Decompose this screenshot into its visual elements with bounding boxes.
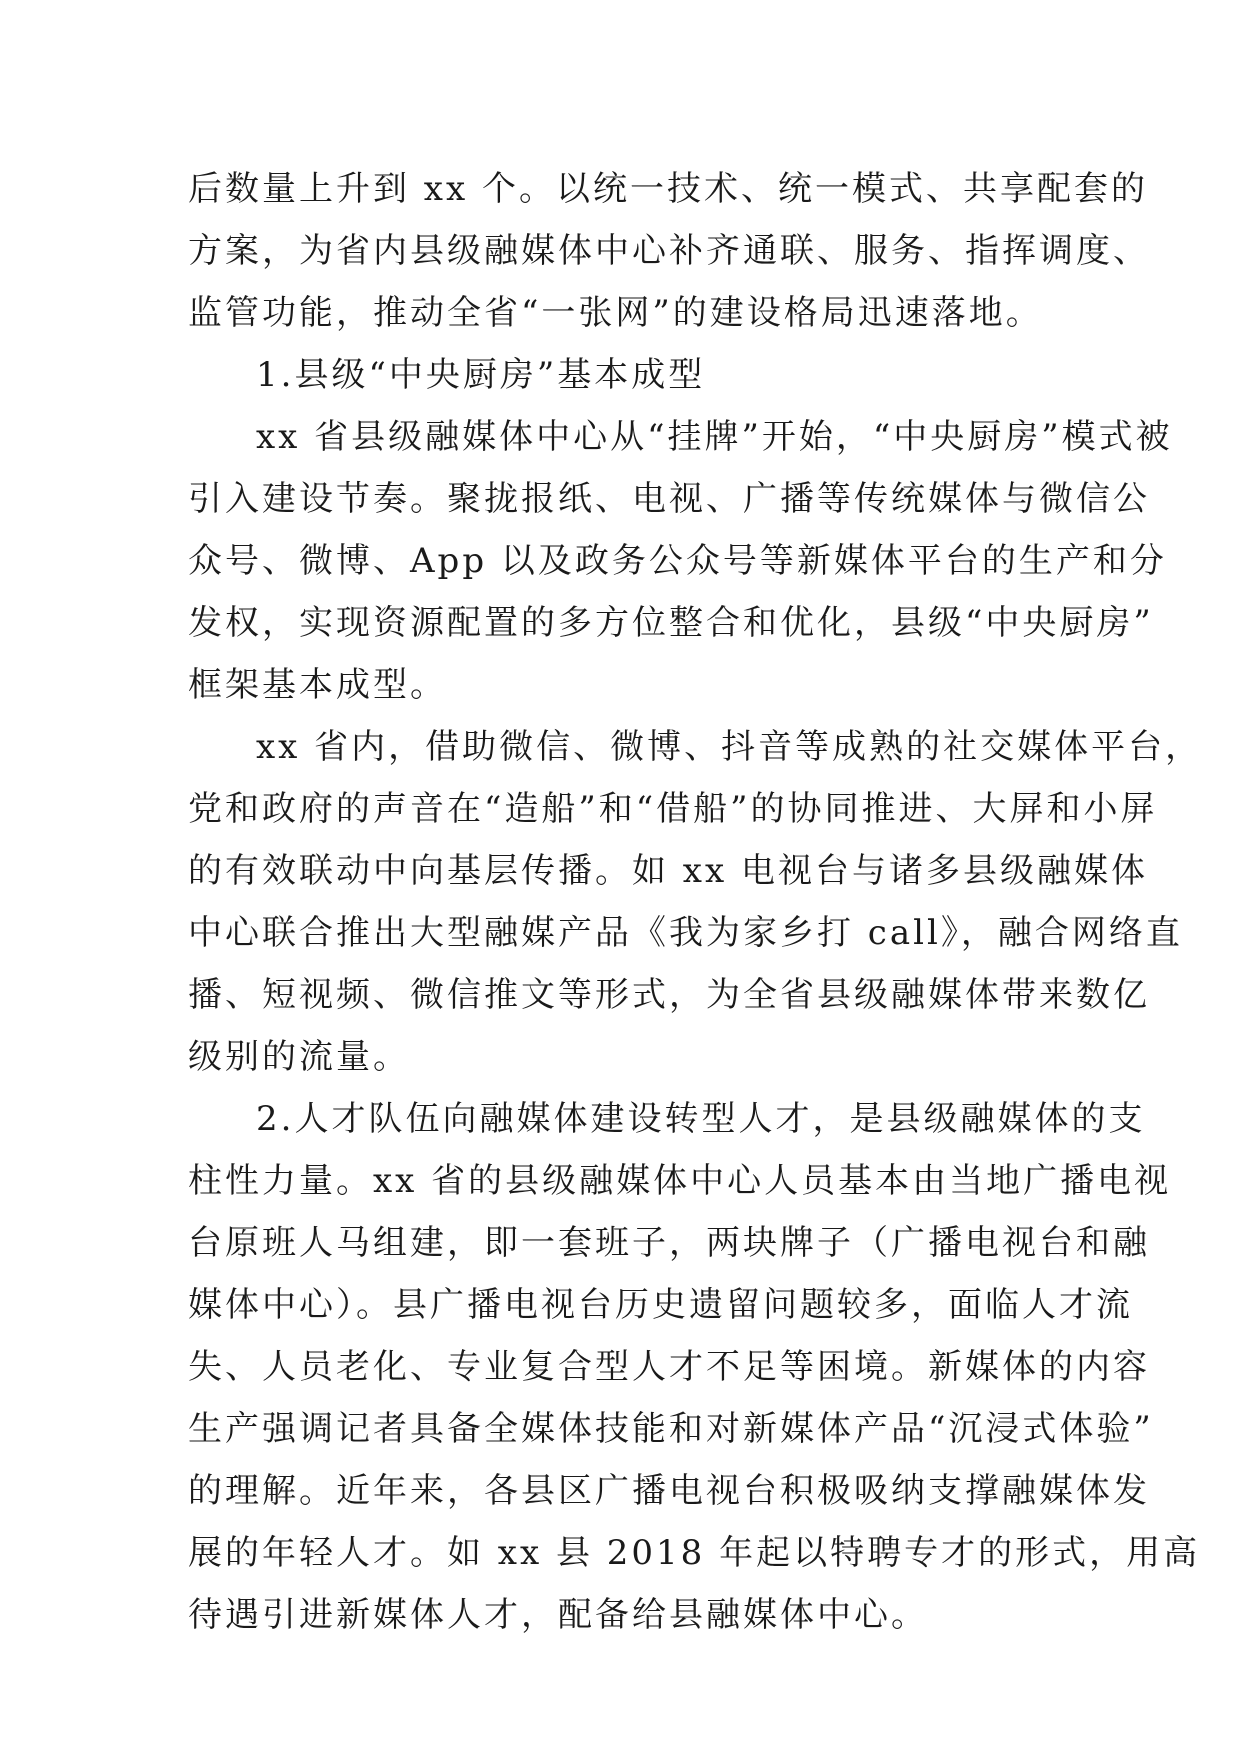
text-line: 级别的流量。 [188,1037,410,1077]
text-line: 的理解。近年来，各县区广播电视台积极吸纳支撑融媒体发 [188,1471,1150,1511]
text-line: 待遇引进新媒体人才，配备给县融媒体中心。 [188,1595,928,1635]
text-line: 框架基本成型。 [188,665,447,705]
text-line: 台原班人马组建，即一套班子，两块牌子（广播电视台和融 [188,1223,1150,1263]
text-line: 方案，为省内县级融媒体中心补齐通联、服务、指挥调度、 [188,231,1150,271]
text-line: 党和政府的声音在“造船”和“借船”的协同推进、大屏和小屏 [188,789,1158,829]
text-line: 后数量上升到 xx 个。以统一技术、统一模式、共享配套的 [188,169,1148,209]
body-text [188,158,1203,1646]
text-line: 发权，实现资源配置的多方位整合和优化，县级“中央厨房” [188,603,1154,643]
text-line: 2.人才队伍向融媒体建设转型人才，是县级融媒体的支 [256,1099,1146,1139]
text-line: 展的年轻人才。如 xx 县 2018 年起以特聘专才的形式，用高 [188,1533,1201,1573]
text-line: xx 省内，借助微信、微博、抖音等成熟的社交媒体平台， [256,727,1203,767]
text-line: 播、短视频、微信推文等形式，为全省县级融媒体带来数亿 [188,975,1150,1015]
text-line: 媒体中心）。县广播电视台历史遗留问题较多，面临人才流 [188,1285,1133,1325]
text-line: 引入建设节奏。聚拢报纸、电视、广播等传统媒体与微信公 [188,479,1150,519]
text-line: 1.县级“中央厨房”基本成型 [256,355,706,395]
text-line: 柱性力量。xx 省的县级融媒体中心人员基本由当地广播电视 [188,1161,1172,1201]
text-line: xx 省县级融媒体中心从“挂牌”开始，“中央厨房”模式被 [256,417,1173,457]
text-line: 监管功能，推动全省“一张网”的建设格局迅速落地。 [188,293,1043,333]
text-line: 生产强调记者具备全媒体技能和对新媒体产品“沉浸式体验” [188,1409,1154,1449]
text-line: 中心联合推出大型融媒产品《我为家乡打 call》，融合网络直 [188,913,1183,953]
text-line: 众号、微博、App 以及政务公众号等新媒体平台的生产和分 [188,541,1167,581]
text-line: 失、人员老化、专业复合型人才不足等困境。新媒体的内容 [188,1347,1150,1387]
text-line: 的有效联动中向基层传播。如 xx 电视台与诸多县级融媒体 [188,851,1148,891]
